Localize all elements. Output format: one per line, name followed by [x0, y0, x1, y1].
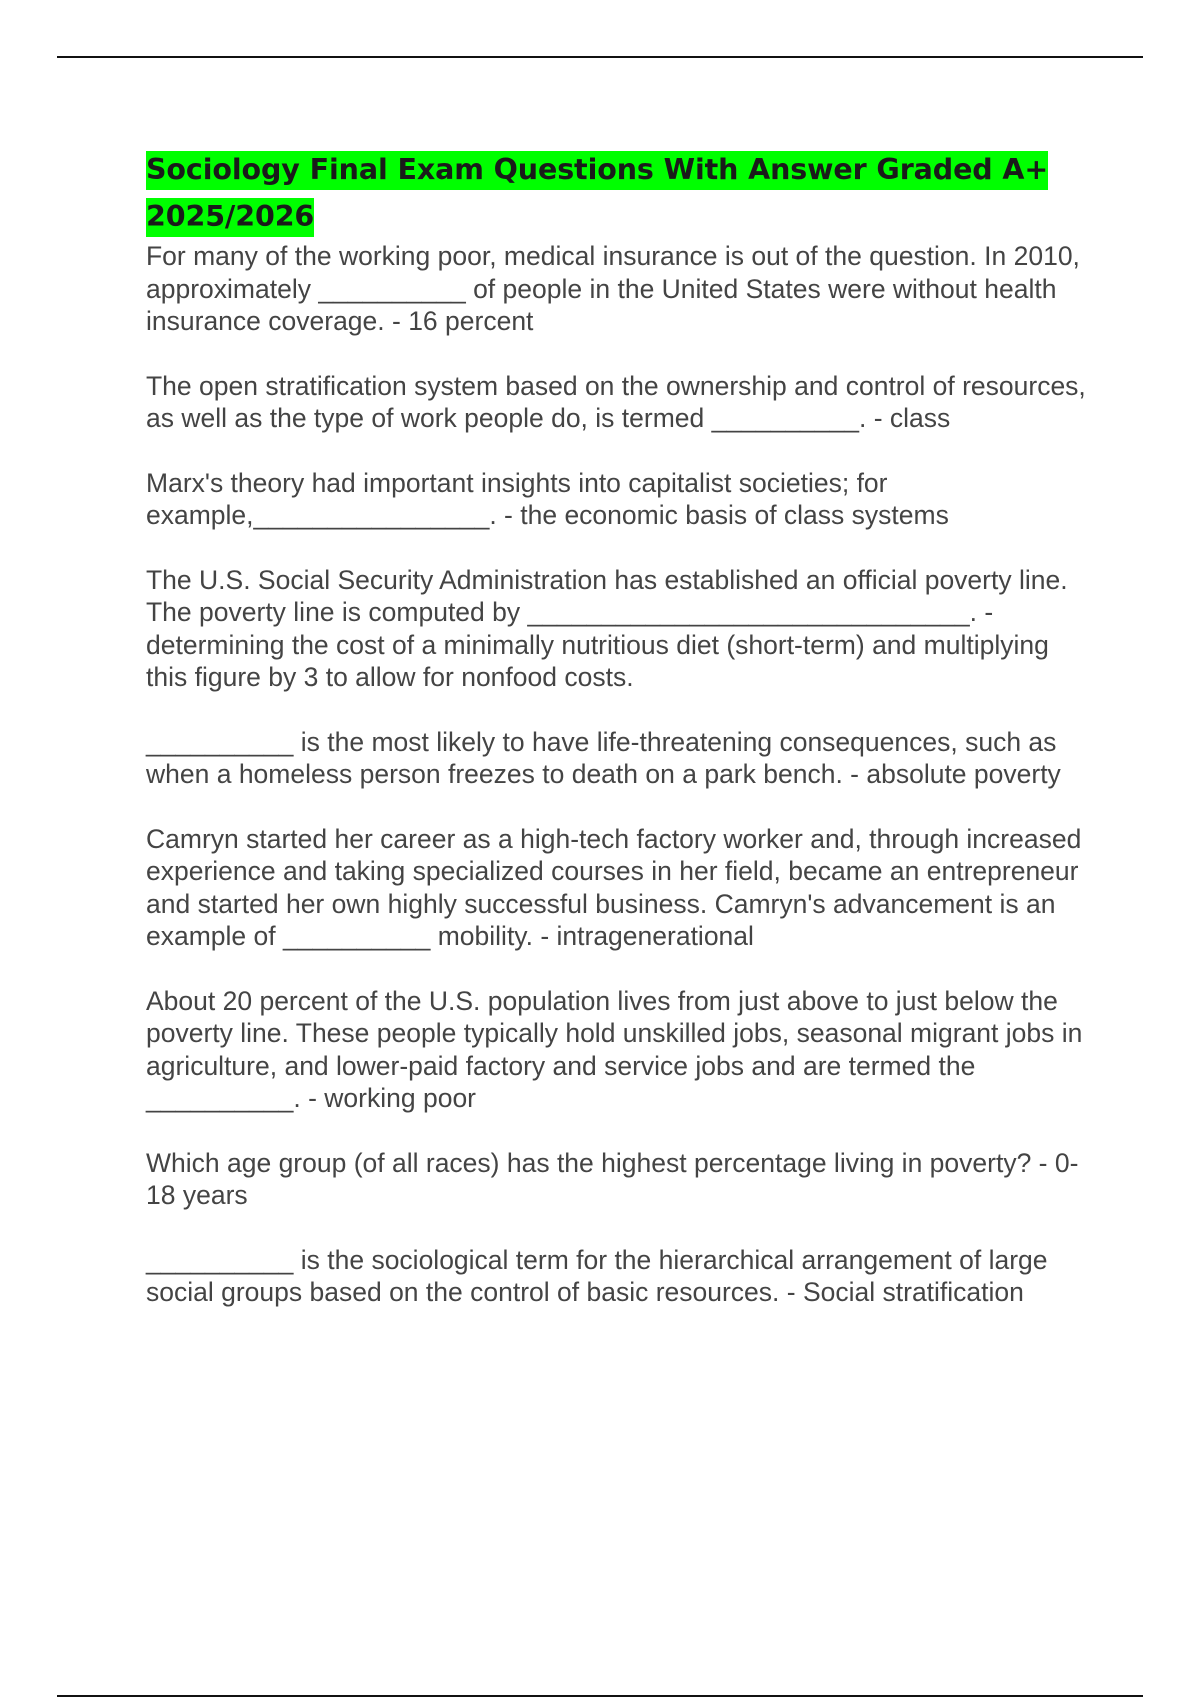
qa-item: About 20 percent of the U.S. population lives from just above to just below the poverty line. These people typically hold unskilled jobs, seasonal migrant jobs in agriculture, and lower-paid factory and service jobs and are termed the __________. - working poor: [146, 985, 1083, 1113]
qa-item: Which age group (of all races) has the highest percentage living in poverty? - 0-18 years: [146, 1147, 1079, 1210]
top-rule: [57, 56, 1143, 58]
title-highlight: Sociology Final Exam Questions With Answer Graded A+ 2025/2026: [146, 151, 1048, 237]
document-body: [146, 146, 1096, 1341]
qa-item: The open stratification system based on the ownership and control of resources, as well as the type of work people do, is termed __________. - class: [146, 370, 1086, 433]
bottom-rule: [57, 1695, 1143, 1697]
qa-item: The U.S. Social Security Administration has established an official poverty line. The poverty line is computed by ______________________________. - determining the cost of a minimally nutritious diet (short-term) and multiplying this figure by 3 to allow for nonfood costs.: [146, 564, 1068, 692]
qa-item: __________ is the sociological term for the hierarchical arrangement of large social groups based on the control of basic resources. - Social stratification: [146, 1244, 1048, 1307]
qa-item: For many of the working poor, medical insurance is out of the question. In 2010, approximately __________ of people in the United States were without health insurance coverage. - 16 percent: [146, 241, 1080, 336]
qa-item: Marx's theory had important insights into capitalist societies; for example,________________. - the economic basis of class systems: [146, 467, 949, 530]
qa-item: Camryn started her career as a high-tech factory worker and, through increased experience and taking specialized courses in her field, became an entrepreneur and started her own highly successful business. Camryn's advancement is an example of __________ mobility. - intragenerational: [146, 823, 1082, 951]
qa-item: __________ is the most likely to have life-threatening consequences, such as when a homeless person freezes to death on a park bench. - absolute poverty: [146, 726, 1061, 789]
document-title: [146, 146, 1096, 240]
